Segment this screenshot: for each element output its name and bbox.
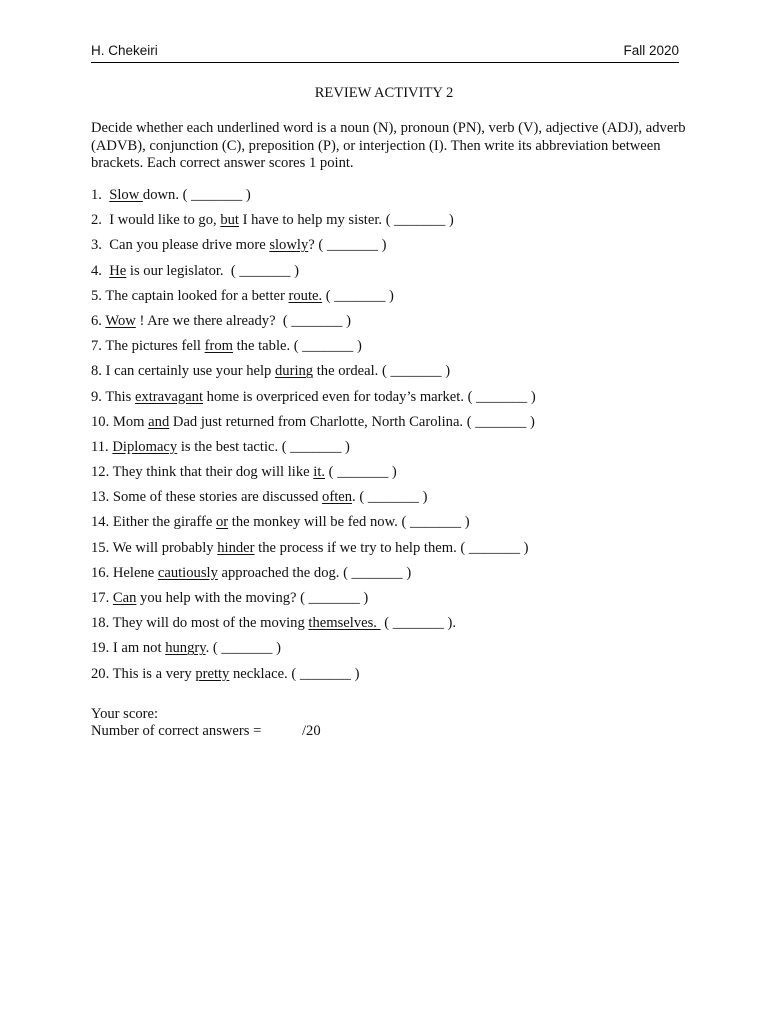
question-item bbox=[91, 186, 691, 211]
question-text-with-answer-blank: you help with the moving? ( _______ ) bbox=[136, 590, 369, 606]
question-text: 15. We will probably bbox=[91, 539, 218, 556]
question-text: 13. Some of these stories are discussed bbox=[91, 489, 323, 506]
underlined-word: or bbox=[215, 514, 229, 531]
question-text-with-answer-blank: is our legislator. ( _______ ) bbox=[126, 262, 299, 279]
question-text: 1. bbox=[91, 187, 110, 203]
question-item bbox=[91, 388, 691, 413]
question-item bbox=[91, 337, 691, 362]
question-item bbox=[91, 287, 691, 312]
question-item bbox=[91, 513, 691, 538]
question-text-with-answer-blank: the monkey will be fed now. ( _______ ) bbox=[228, 514, 470, 531]
question-text: 17. bbox=[91, 590, 113, 606]
underlined-word: but bbox=[220, 212, 239, 229]
question-text-with-answer-blank: Dad just returned from Charlotte, North Carolina. ( _______ ) bbox=[169, 413, 535, 430]
question-text-with-answer-blank: is the best tactic. ( _______ ) bbox=[177, 438, 350, 455]
question-text-with-answer-blank: ! Are we there already? ( _______ ) bbox=[135, 312, 351, 329]
underlined-word: cautiously bbox=[157, 564, 218, 581]
underlined-word: route. bbox=[288, 287, 323, 304]
underlined-word: He bbox=[109, 262, 127, 279]
question-text: 3. Can you please drive more bbox=[91, 237, 270, 254]
question-text-with-answer-blank: the process if we try to help them. ( _______ ) bbox=[254, 539, 529, 556]
question-item bbox=[91, 589, 691, 614]
question-item bbox=[91, 362, 691, 387]
question-text-with-answer-blank: necklace. ( _______ ) bbox=[229, 665, 360, 682]
page-title: REVIEW ACTIVITY 2 bbox=[314, 85, 454, 101]
question-text-with-answer-blank: home is overpriced even for today’s market. ( _______ ) bbox=[203, 388, 536, 405]
question-text-with-answer-blank: . ( _______ ) bbox=[352, 489, 428, 506]
question-text-with-answer-blank: the table. ( _______ ) bbox=[232, 338, 362, 355]
question-text: 6. bbox=[91, 312, 106, 329]
score-total: /20 bbox=[302, 723, 321, 739]
underlined-word: hungry bbox=[165, 640, 206, 657]
score-label: Your score: bbox=[91, 706, 159, 722]
underlined-word: Diplomacy bbox=[112, 438, 178, 455]
underlined-word: often bbox=[322, 489, 353, 506]
question-text: 9. This bbox=[91, 388, 135, 405]
question-item bbox=[91, 639, 691, 664]
question-text-with-answer-blank: ( _______ ) bbox=[322, 287, 394, 304]
question-text: 11. bbox=[91, 438, 113, 455]
underlined-word: Slow bbox=[109, 187, 143, 203]
question-text: 14. Either the giraffe bbox=[91, 514, 216, 531]
question-text-with-answer-blank: ? ( _______ ) bbox=[308, 237, 387, 254]
term-label: Fall 2020 bbox=[623, 43, 679, 58]
underlined-word: hinder bbox=[217, 539, 255, 556]
question-item bbox=[91, 488, 691, 513]
underlined-word: extravagant bbox=[134, 388, 204, 405]
underlined-word: slowly bbox=[269, 237, 309, 254]
underlined-word: and bbox=[148, 413, 170, 430]
question-text-with-answer-blank: approached the dog. ( _______ ) bbox=[217, 564, 412, 581]
question-list bbox=[91, 186, 691, 690]
question-text: 12. They think that their dog will like bbox=[91, 464, 314, 481]
underlined-word: it. bbox=[313, 464, 326, 481]
question-text: 10. Mom bbox=[91, 413, 149, 430]
question-text: 5. The captain looked for a better bbox=[91, 287, 289, 304]
question-text-with-answer-blank: . ( _______ ) bbox=[205, 640, 281, 657]
underlined-word: Can bbox=[112, 590, 137, 606]
question-item bbox=[91, 211, 691, 236]
question-item bbox=[91, 236, 691, 261]
underlined-word: Wow bbox=[105, 312, 136, 329]
question-item bbox=[91, 665, 691, 690]
question-item bbox=[91, 463, 691, 488]
question-item bbox=[91, 564, 691, 589]
question-text-with-answer-blank: the ordeal. ( _______ ) bbox=[313, 363, 451, 380]
question-text: 20. This is a very bbox=[91, 665, 196, 682]
question-text: 4. bbox=[91, 262, 110, 279]
author-name: H. Chekeiri bbox=[91, 43, 158, 58]
question-text: 8. I can certainly use your help bbox=[91, 363, 275, 380]
question-item bbox=[91, 539, 691, 564]
question-text: 19. I am not bbox=[91, 640, 166, 657]
question-text-with-answer-blank: down. ( _______ ) bbox=[142, 187, 251, 203]
question-item bbox=[91, 614, 691, 639]
page-header bbox=[91, 42, 679, 63]
correct-answers-line: Number of correct answers = bbox=[91, 723, 262, 739]
question-text: 18. They will do most of the moving bbox=[91, 615, 309, 632]
question-text-with-answer-blank: ( _______ ) bbox=[325, 464, 397, 481]
question-text-with-answer-blank: ( _______ ). bbox=[380, 615, 456, 632]
underlined-word: pretty bbox=[195, 665, 230, 682]
question-item bbox=[91, 262, 691, 287]
question-text-with-answer-blank: I have to help my sister. ( _______ ) bbox=[238, 212, 454, 229]
question-text: 7. The pictures fell bbox=[91, 338, 205, 355]
question-item bbox=[91, 413, 691, 438]
question-text: 16. Helene bbox=[91, 564, 158, 581]
question-item bbox=[91, 438, 691, 463]
question-text: 2. I would like to go, bbox=[91, 212, 221, 229]
underlined-word: during bbox=[274, 363, 314, 380]
instructions-paragraph: Decide whether each underlined word is a noun (N), pronoun (PN), verb (V), adjective (ADJ), adverb (ADVB), conjunction (C), preposition (P), or interjection (I). Then write its abbreviation between brackets. Each correct answer scores 1 point. bbox=[91, 120, 686, 171]
underlined-word: themselves. bbox=[308, 615, 381, 632]
underlined-word: from bbox=[204, 338, 233, 355]
question-item bbox=[91, 312, 691, 337]
